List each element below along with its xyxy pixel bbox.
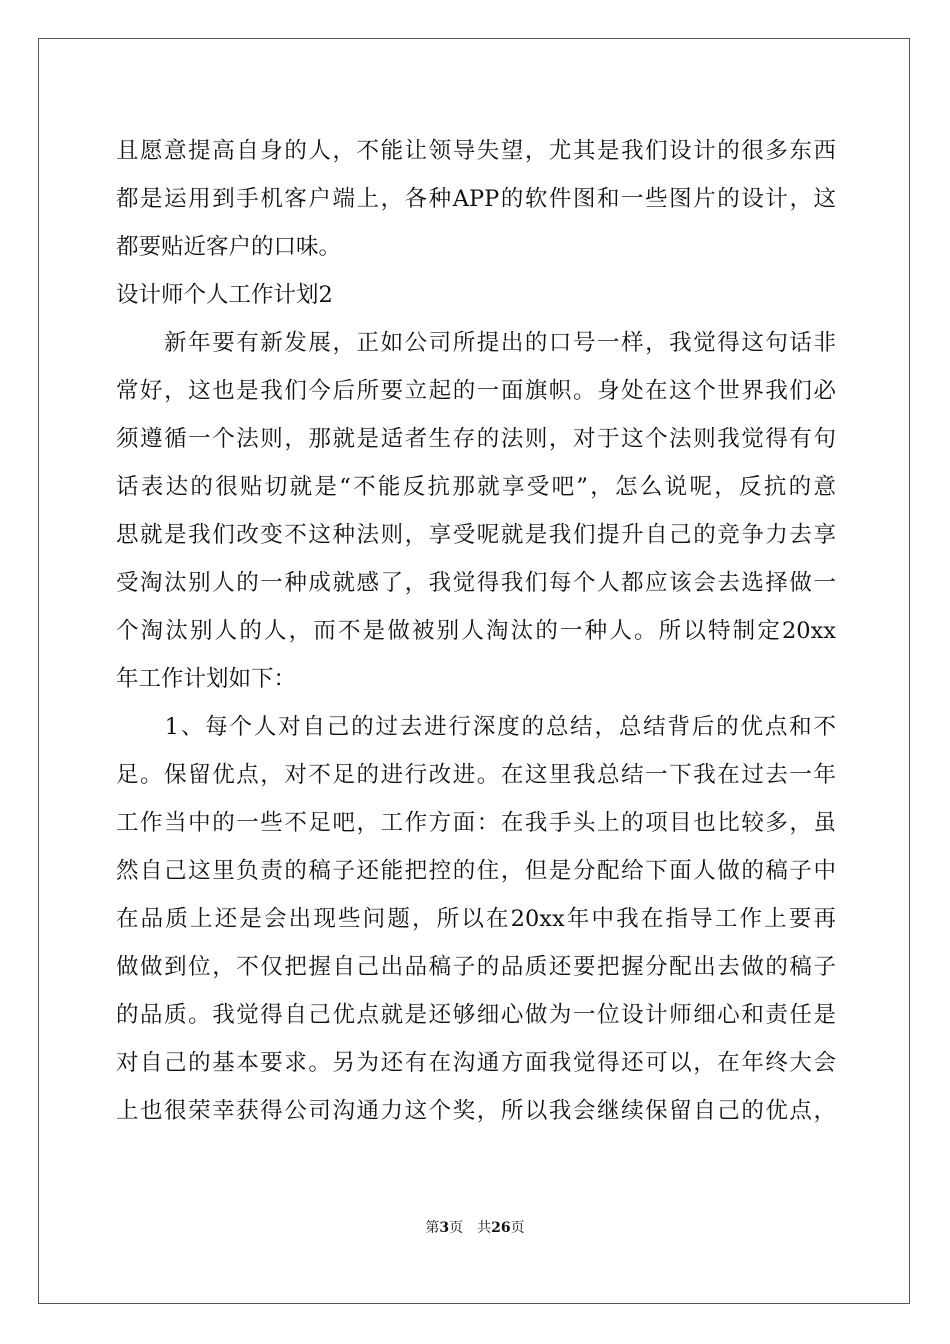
text-line: 的品质。我觉得自己优点就是还够细心做为一位设计师细心和责任是 — [116, 1002, 836, 1028]
total-page-count: 26 — [491, 1220, 511, 1236]
page-footer — [0, 1218, 950, 1238]
section-heading: 设计师个人工作计划2 — [116, 282, 333, 308]
text-line: 话表达的很贴切就是“不能反抗那就享受吧”，怎么说呢，反抗的意 — [116, 474, 836, 500]
text-line: 足。保留优点，对不足的进行改进。在这里我总结一下我在过去一年 — [116, 762, 836, 788]
text-line: 思就是我们改变不这种法则，享受呢就是我们提升自己的竞争力去享 — [116, 522, 836, 548]
text-line: 常好，这也是我们今后所要立起的一面旗帜。身处在这个世界我们必 — [116, 378, 836, 404]
footer-prefix: 第 — [425, 1220, 440, 1236]
text-line: 在品质上还是会出现些问题，所以在20xx年中我在指导工作上要再 — [116, 906, 836, 932]
text-line: 受淘汰别人的一种成就感了，我觉得我们每个人都应该会去选择做一 — [116, 570, 836, 596]
current-page-number: 3 — [439, 1220, 450, 1236]
text-line: 都是运用到手机客户端上，各种APP的软件图和一些图片的设计，这 — [116, 186, 836, 212]
text-line: 须遵循一个法则，那就是适者生存的法则，对于这个法则我觉得有句 — [116, 426, 836, 452]
text-line: 且愿意提高自身的人，不能让领导失望，尤其是我们设计的很多东西 — [116, 138, 836, 164]
text-line: 1、每个人对自己的过去进行深度的总结，总结背后的优点和不 — [116, 714, 836, 740]
footer-middle: 页 共 — [449, 1220, 492, 1236]
text-line: 年工作计划如下： — [116, 666, 297, 692]
text-line: 上也很荣幸获得公司沟通力这个奖，所以我会继续保留自己的优点， — [116, 1098, 836, 1124]
footer-suffix: 页 — [510, 1220, 525, 1236]
text-line: 新年要有新发展，正如公司所提出的口号一样，我觉得这句话非 — [116, 330, 836, 356]
text-line: 都要贴近客户的口味。 — [116, 234, 342, 260]
text-line: 做做到位，不仅把握自己出品稿子的品质还要把握分配出去做的稿子 — [116, 954, 836, 980]
text-line: 个淘汰别人的人，而不是做被别人淘汰的一种人。所以特制定20xx — [116, 618, 836, 644]
text-line: 工作当中的一些不足吧，工作方面：在我手头上的项目也比较多，虽 — [116, 810, 836, 836]
text-line: 对自己的基本要求。另为还有在沟通方面我觉得还可以，在年终大会 — [116, 1050, 836, 1076]
text-line: 然自己这里负责的稿子还能把控的住，但是分配给下面人做的稿子中 — [116, 858, 836, 884]
